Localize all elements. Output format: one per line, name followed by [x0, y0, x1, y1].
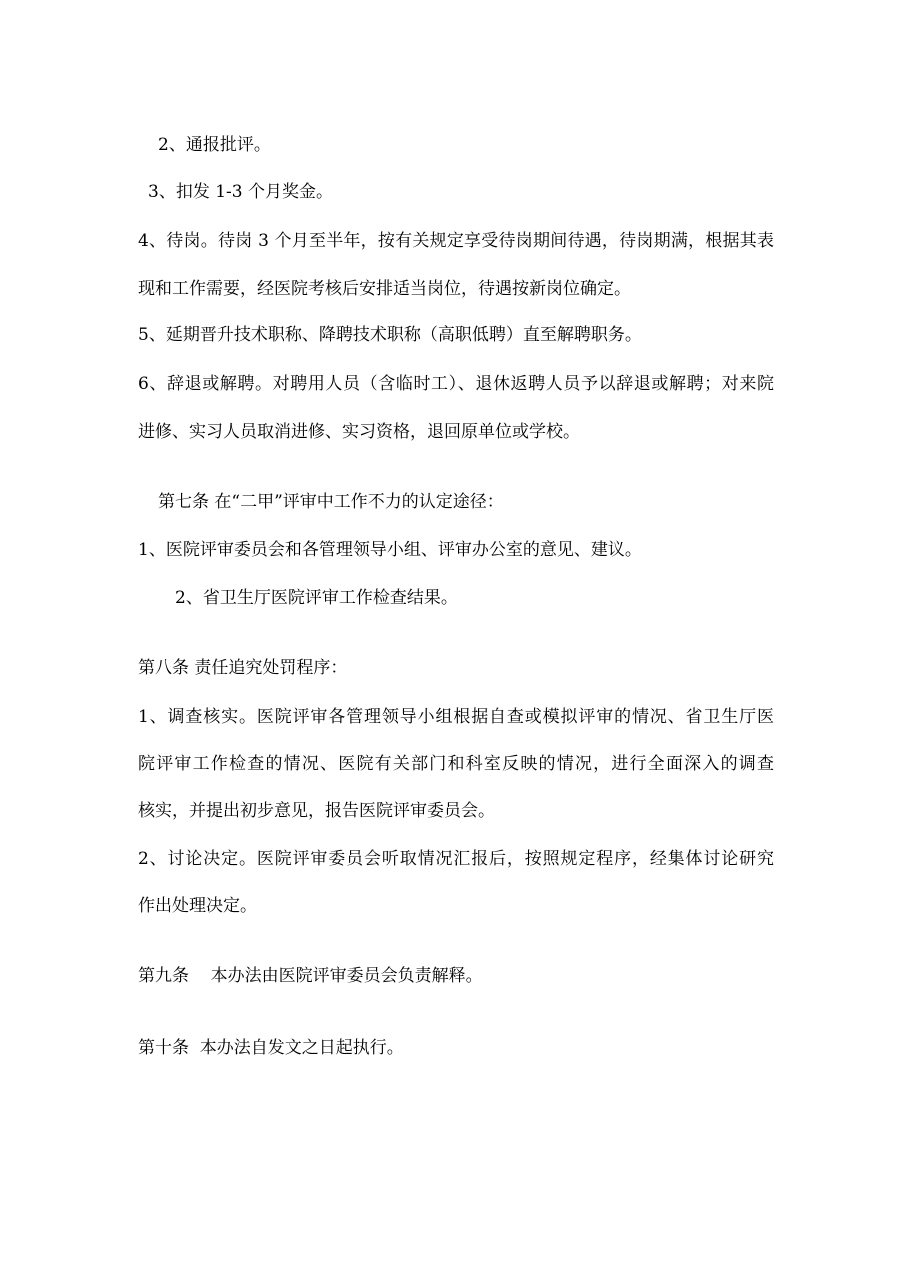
item-6-dismissal-line-2: 进修、实习人员取消进修、实习资格，退回原单位或学校。: [138, 422, 580, 442]
item-4-standby-line-1: 4、待岗。待岗 3 个月至半年，按有关规定享受待岗期间待遇，待岗期满，根据其表: [138, 231, 774, 251]
article-8-heading: 第八条 责任追究处罚程序：: [138, 658, 348, 678]
article-8-item-1-line-2: 院评审工作检查的情况、医院有关部门和科室反映的情况，进行全面深入的调查: [138, 754, 774, 774]
article-8-item-2-line-1: 2、讨论决定。医院评审委员会听取情况汇报后，按照规定程序，经集体讨论研究: [138, 849, 774, 869]
article-7-item-2: 2、省卫生厅医院评审工作检查结果。: [175, 588, 458, 608]
article-8-item-1-line-3: 核实，并提出初步意见，报告医院评审委员会。: [138, 801, 495, 821]
article-7-item-1: 1、医院评审委员会和各管理领导小组、评审办公室的意见、建议。: [138, 540, 642, 560]
article-7-heading: 第七条 在“二甲”评审中工作不力的认定途径：: [158, 492, 504, 512]
article-8-item-1-line-1: 1、调查核实。医院评审各管理领导小组根据自查或模拟评审的情况、省卫生厅医: [138, 707, 774, 727]
item-4-standby-line-2: 现和工作需要，经医院考核后安排适当岗位，待遇按新岗位确定。: [138, 279, 631, 299]
item-5-title-delay: 5、延期晋升技术职称、降聘技术职称（高职低聘）直至解聘职务。: [138, 325, 642, 345]
item-3-bonus-deduction: 3、扣发 1-3 个月奖金。: [148, 182, 333, 202]
item-2-reprimand: 2、通报批评。: [158, 135, 271, 155]
article-8-item-2-line-2: 作出处理决定。: [138, 896, 257, 916]
article-10: 第十条 本办法自发文之日起执行。: [138, 1038, 404, 1058]
article-9: 第九条 本办法由医院评审委员会负责解释。: [138, 966, 483, 986]
item-6-dismissal-line-1: 6、辞退或解聘。对聘用人员（含临时工）、退休返聘人员予以辞退或解聘；对来院: [138, 374, 774, 394]
